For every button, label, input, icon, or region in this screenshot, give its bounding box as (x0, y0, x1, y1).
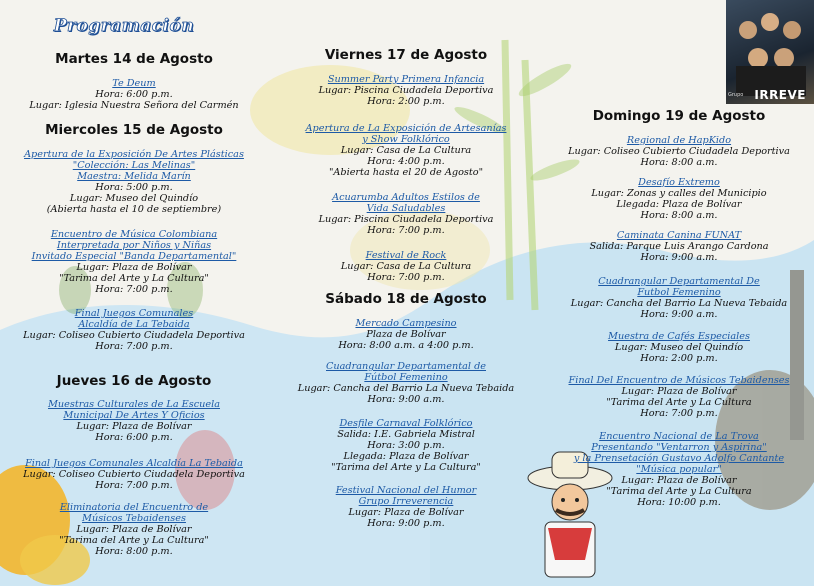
event-title: Cuadrangular Departamental De (598, 276, 760, 287)
band-photo (726, 0, 814, 104)
event-detail: Hora: 7:00 p.m. (367, 272, 445, 283)
event-detail: Hora: 6:00 p.m. (95, 432, 173, 443)
event-detail: Lugar: Plaza de Bolívar (348, 507, 464, 518)
event-title: Festival de Rock (365, 250, 447, 261)
event-final-encuentro-musicos (544, 375, 814, 419)
event-detail: Hora: 8:00 p.m. (95, 546, 173, 557)
event-title: y Show Folklórico (362, 134, 450, 145)
event-detail: Lugar: Coliseo Cubierto Ciudadela Deportiva (568, 146, 790, 157)
event-detail: Hora: 7:00 p.m. (367, 225, 445, 236)
event-title: "Colección: Las Melinas" (72, 160, 196, 171)
event-title: Mercado Campesino (355, 318, 457, 329)
event-desafio-extremo (544, 177, 814, 221)
event-title: Final Juegos Comunales (74, 308, 194, 319)
event-detail: Lugar: Plaza de Bolívar (76, 262, 192, 273)
event-detail: Hora: 7:00 p.m. (640, 408, 718, 419)
event-title: Eliminatoria del Encuentro de (59, 502, 209, 513)
event-acuarumba (268, 192, 544, 236)
event-cuadrangular-sabado (268, 361, 544, 405)
event-exposicion-artes (0, 149, 268, 215)
event-detail: Lugar: Coliseo Cubierto Ciudadela Deportiva (23, 330, 245, 341)
day-title-viernes: Viernes 17 de Agosto (324, 47, 488, 63)
programacion-header: Programación (53, 16, 195, 36)
event-title: Músicos Tebaidenses (82, 513, 186, 524)
event-detail: Salida: I.E. Gabriela Mistral (337, 429, 475, 440)
event-title: Futbol Femenino (637, 287, 721, 298)
event-detail: Hora: 8:00 a.m. a 4:00 p.m. (338, 340, 474, 351)
event-eliminatoria-musicos (0, 502, 268, 557)
event-detail: "Tarima del Arte y La Cultura" (59, 535, 209, 546)
event-title: Acuarumba Adultos Estilos de (332, 192, 480, 203)
event-detail: Lugar: Iglesia Nuestra Señora del Carmén (29, 100, 239, 111)
event-detail: "Tarima del Arte y La Cultura" (59, 273, 209, 284)
event-detail: Lugar: Museo del Quindío (69, 193, 199, 204)
event-encuentro-trova (544, 431, 814, 508)
event-detail: Hora: 4:00 p.m. (367, 156, 445, 167)
event-title: Encuentro de Música Colombiana (50, 229, 218, 240)
event-title: y la Prensetación Gustavo Adolfo Cantante (573, 453, 785, 464)
event-detail: Lugar: Plaza de Bolívar (76, 421, 192, 432)
event-detail: Lugar: Plaza de Bolívar (621, 386, 737, 397)
event-detail: Hora: 2:00 p.m. (640, 353, 718, 364)
event-detail: Lugar: Casa de La Cultura (340, 261, 472, 272)
event-title: Maestra: Melida Marín (77, 171, 191, 182)
event-detail: Hora: 9:00 p.m. (367, 518, 445, 529)
event-te-deum (0, 78, 268, 111)
event-title: Presentando "Ventarron y Aspirina" (591, 442, 767, 453)
event-title: Fútbol Femenino (364, 372, 448, 383)
event-title: Vida Saludables (366, 203, 446, 214)
event-detail: (Abierta hasta el 10 de septiembre) (46, 204, 222, 215)
event-detail: Llegada: Plaza de Bolívar (343, 451, 469, 462)
day-title-domingo: Domingo 19 de Agosto (592, 108, 766, 124)
event-exposicion-artesanias (268, 123, 544, 178)
event-detail: Plaza de Bolívar (366, 329, 446, 340)
event-hapkido (544, 135, 814, 168)
event-title: Muestra de Cafés Especiales (608, 331, 750, 342)
event-cuadrangular-domingo (544, 276, 814, 320)
event-musica-colombiana (0, 229, 268, 295)
day-title-martes: Martes 14 de Agosto (55, 51, 213, 67)
event-detail: Lugar: Zonas y calles del Municipio (591, 188, 767, 199)
event-title: Cuadrangular Departamental de (325, 361, 486, 372)
event-detail: "Abierta hasta el 20 de Agosto" (328, 167, 484, 178)
event-festival-humor (268, 485, 544, 529)
event-cafes-especiales (544, 331, 814, 364)
event-title: "Música popular" (636, 464, 722, 475)
event-title: Regional de HapKido (626, 135, 732, 146)
event-festival-rock (268, 250, 544, 283)
event-detail: Hora: 5:00 p.m. (95, 182, 173, 193)
event-title: Summer Party Primera Infancia (327, 74, 485, 85)
event-detail: Hora: 9:00 a.m. (640, 309, 718, 320)
event-caminata-canina (544, 230, 814, 263)
event-title: Desafío Extremo (638, 177, 720, 188)
event-detail: Lugar: Piscina Ciudadela Deportiva (318, 214, 494, 225)
event-detail: "Tarima del Arte y La Cultura (606, 486, 752, 497)
event-juegos-comunales (0, 308, 268, 352)
event-detail: Llegada: Plaza de Bolívar (616, 199, 742, 210)
event-title: Final Del Encuentro de Músicos Tebaidenses (568, 375, 790, 386)
event-detail: Lugar: Plaza de Bolívar (621, 475, 737, 486)
event-detail: "Tarima del Arte y La Cultura" (331, 462, 481, 473)
event-detail: Hora: 9:00 a.m. (640, 252, 718, 263)
event-title: Caminata Canina FUNAT (616, 230, 742, 241)
event-title: Apertura de la Exposición De Artes Plásticas (24, 149, 244, 160)
event-detail: "Tarima del Arte y La Cultura (606, 397, 752, 408)
band-logo: IRREVE (754, 88, 806, 102)
event-detail: Hora: 7:00 p.m. (95, 341, 173, 352)
event-title: Interpretada por Niños y Niñas (56, 240, 212, 251)
event-detail: Hora: 9:00 a.m. (367, 394, 445, 405)
event-title: Alcaldía de La Tebaida (78, 319, 190, 330)
band-group-label: Grupo (728, 92, 744, 98)
event-title: Te Deum (112, 78, 156, 89)
event-mercado-campesino (268, 318, 544, 351)
event-detail: Lugar: Plaza de Bolívar (76, 524, 192, 535)
event-muestras-culturales (0, 399, 268, 443)
event-title: Muestras Culturales de La Escuela (47, 399, 220, 410)
event-detail: Hora: 8:00 a.m. (640, 157, 718, 168)
event-detail: Lugar: Cancha del Barrio La Nueva Tebaida (570, 298, 788, 309)
event-title: Festival Nacional del Humor (335, 485, 477, 496)
event-detail: Hora: 7:00 p.m. (95, 480, 173, 491)
event-title: Municipal De Artes Y Oficios (63, 410, 205, 421)
event-detail: Hora: 8:00 a.m. (640, 210, 718, 221)
day-title-sabado: Sábado 18 de Agosto (325, 291, 487, 307)
event-detail: Lugar: Casa de La Cultura (340, 145, 472, 156)
event-detail: Hora: 6:00 p.m. (95, 89, 173, 100)
event-detail: Hora: 7:00 p.m. (95, 284, 173, 295)
event-detail: Lugar: Cancha del Barrio La Nueva Tebaida (297, 383, 515, 394)
event-detail: Hora: 3:00 p.m. (367, 440, 445, 451)
event-final-juegos-comunales (0, 458, 268, 491)
event-title: Apertura de La Exposición de Artesanías (305, 123, 507, 134)
event-title: Invitado Especial "Banda Departamental" (31, 251, 237, 262)
event-detail: Lugar: Piscina Ciudadela Deportiva (318, 85, 494, 96)
event-title: Desfile Carnaval Folklórico (339, 418, 473, 429)
event-detail: Salida: Parque Luis Arango Cardona (589, 241, 769, 252)
day-title-jueves: Jueves 16 de Agosto (56, 373, 212, 389)
event-detail: Lugar: Museo del Quindío (614, 342, 744, 353)
event-title: Grupo Irreverencia (358, 496, 454, 507)
event-desfile-carnaval (268, 418, 544, 473)
day-title-miercoles: Miercoles 15 de Agosto (45, 122, 223, 138)
event-detail: Hora: 10:00 p.m. (637, 497, 721, 508)
event-title: Final Juegos Comunales Alcaldía La Tebaida (25, 458, 243, 469)
event-title: Encuentro Nacional de La Trova (599, 431, 759, 442)
event-summer-party (268, 74, 544, 107)
event-detail: Lugar: Coliseo Cubierto Ciudadela Deportiva (23, 469, 245, 480)
event-detail: Hora: 2:00 p.m. (367, 96, 445, 107)
